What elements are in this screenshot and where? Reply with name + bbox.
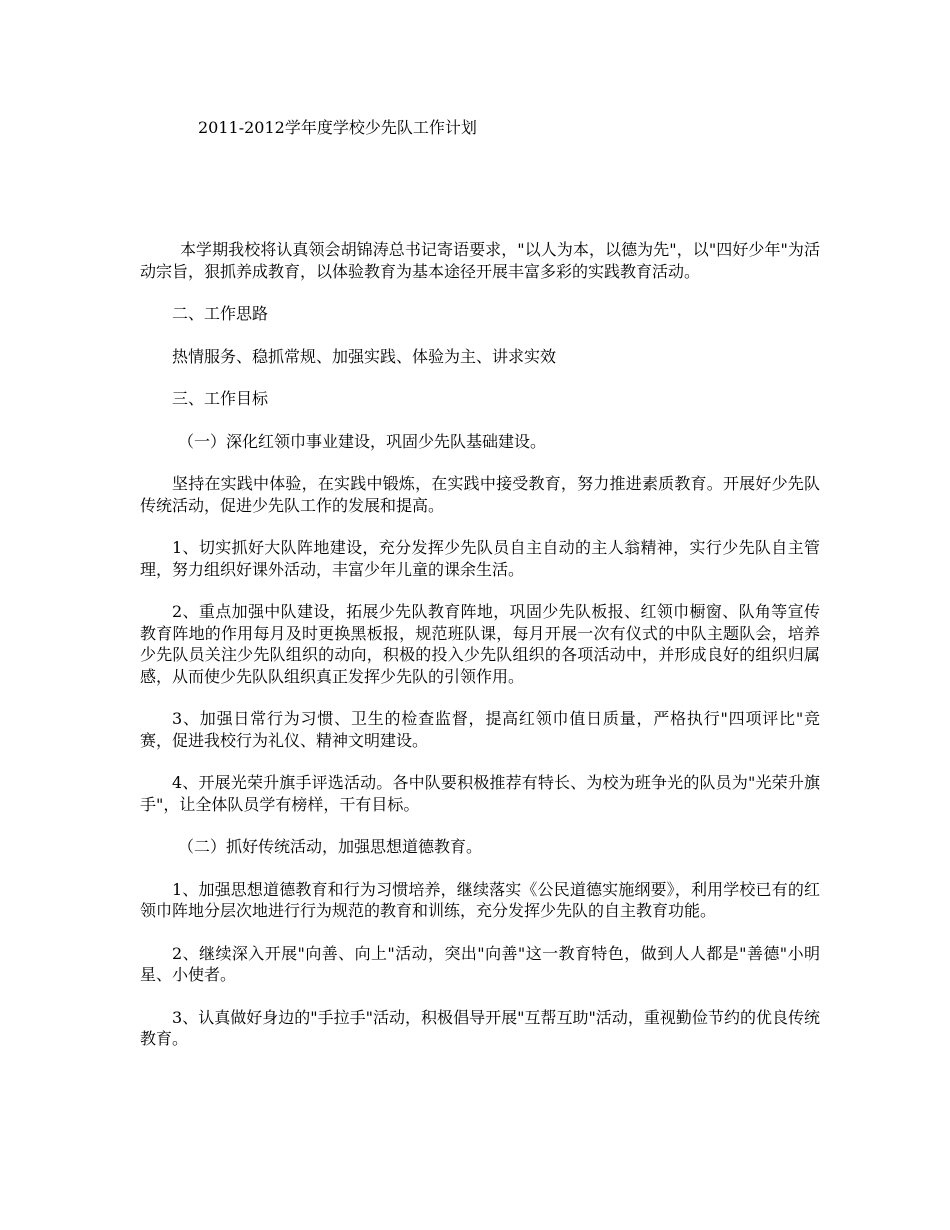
- document-title: 2011-2012学年度学校少先队工作计划: [198, 118, 477, 137]
- paragraph-goal-1-summary: 坚持在实践中体验，在实践中锻炼，在实践中接受教育，努力推进素质教育。开展好少先队传统活动，促进少先队工作的发展和提高。: [140, 474, 820, 515]
- paragraph-goal-1-item-1: 1、切实抓好大队阵地建设，充分发挥少先队员自主自动的主人翁精神，实行少先队自主管理，努力组织好课外活动，丰富少年儿童的课余生活。: [140, 538, 820, 579]
- paragraph-goal-1-item-4: 4、开展光荣升旗手评选活动。各中队要积极推荐有特长、为校为班争光的队员为"光荣升旗手"，让全体队员学有榜样，干有目标。: [140, 773, 820, 814]
- paragraph-intro: 本学期我校将认真领会胡锦涛总书记寄语要求，"以人为本，以德为先"，以"四好少年"为活动宗旨，狠抓养成教育，以体验教育为基本途径开展丰富多彩的实践教育活动。: [140, 240, 820, 281]
- heading-work-goals: 三、工作目标: [172, 389, 269, 408]
- paragraph-goal-2-item-2: 2、继续深入开展"向善、向上"活动，突出"向善"这一教育特色，做到人人都是"善德"小明星、小使者。: [140, 943, 820, 984]
- heading-work-ideas: 二、工作思路: [172, 304, 269, 323]
- paragraph-goal-1-item-3: 3、加强日常行为习惯、卫生的检查监督，提高红领巾值日质量，严格执行"四项评比"竞赛，促进我校行为礼仪、精神文明建设。: [140, 709, 820, 750]
- paragraph-work-ideas: 热情服务、稳抓常规、加强实践、体验为主、讲求实效: [172, 346, 557, 366]
- paragraph-goal-2-item-3: 3、认真做好身边的"手拉手"活动，积极倡导开展"互帮互助"活动，重视勤俭节约的优良传统教育。: [140, 1007, 820, 1048]
- subheading-goal-2: （二）抓好传统活动，加强思想道德教育。: [178, 837, 483, 856]
- subheading-goal-1: （一）深化红领巾事业建设，巩固少先队基础建设。: [178, 431, 547, 451]
- document-body: [140, 239, 820, 1071]
- paragraph-goal-1-item-2: 2、重点加强中队建设，拓展少先队教育阵地，巩固少先队板报、红领巾橱窗、队角等宣传教育阵地的作用每月及时更换黑板报，规范班队课，每月开展一次有仪式的中队主题队会，培养少先队员关注少先队组织的动向，积极的投入少先队组织的各项活动中，并形成良好的组织归属感，从而使少先队队组织真正发挥少先队的引领作用。: [140, 602, 820, 686]
- paragraph-goal-2-item-1: 1、加强思想道德教育和行为习惯培养，继续落实《公民道德实施纲要》，利用学校已有的红领巾阵地分层次地进行行为规范的教育和训练，充分发挥少先队的自主教育功能。: [140, 879, 820, 920]
